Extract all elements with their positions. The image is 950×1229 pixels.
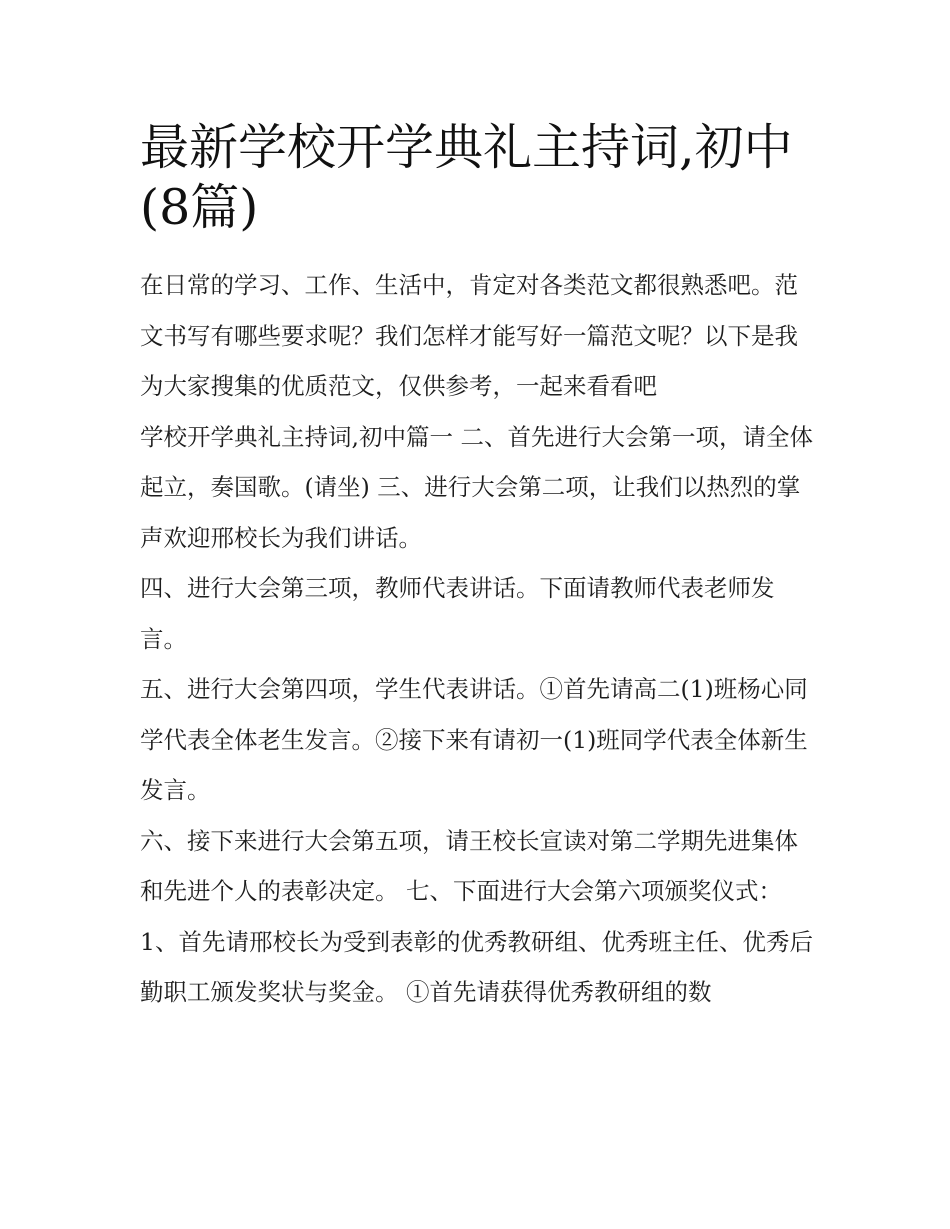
paragraph-item-2-3: 学校开学典礼主持词,初中篇一 二、首先进行大会第一项，请全体起立，奏国歌。(请坐) 三、进行大会第二项，让我们以热烈的掌声欢迎邢校长为我们讲话。 [140,422,813,552]
paragraph-award-1: 1、首先请邢校长为受到表彰的优秀教研组、优秀班主任、优秀后勤职工颁发奖状与奖金。 ①首先请获得优秀教研组的数 [140,927,813,1006]
paragraph-item-5: 五、进行大会第四项，学生代表讲话。①首先请高二(1)班杨心同学代表全体老生发言。②接下来有请初一(1)班同学代表全体新生发言。 [140,675,808,804]
document-body [140,118,816,1018]
paragraph-item-6-7: 六、接下来进行大会第五项，请王校长宣读对第二学期先进集体和先进个人的表彰决定。 七、下面进行大会第六项颁奖仪式： [140,826,798,905]
paragraph-item-4: 四、进行大会第三项，教师代表讲话。下面请教师代表老师发言。 [140,574,775,653]
document-title: 最新学校开学典礼主持词,初中(8篇) [140,119,793,236]
paragraph-intro: 在日常的学习、工作、生活中，肯定对各类范文都很熟悉吧。范文书写有哪些要求呢？我们怎样才能写好一篇范文呢？以下是我为大家搜集的优质范文，仅供参考，一起来看看吧 [140,271,798,400]
